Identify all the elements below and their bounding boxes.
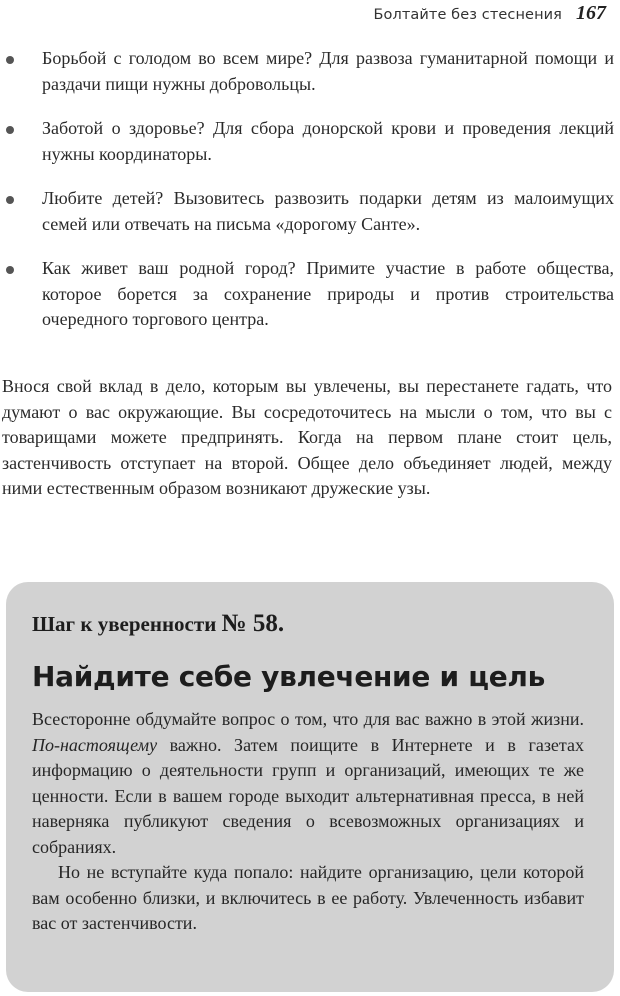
bullet-dot-icon [6, 266, 14, 274]
sidebar-emphasis: По-настоящему [32, 734, 158, 755]
sidebar-paragraph-2: Но не вступайте куда попало: найдите организацию, цели которой вам особенно близки, и включитесь в ее работу. Увлеченность избавит вас от застенчивости. [32, 862, 584, 933]
page-number: 167 [576, 2, 606, 24]
sidebar-paragraph-1 [32, 707, 584, 860]
bullet-dot-icon [6, 196, 14, 204]
step-label: Шаг к уверенности [32, 612, 217, 636]
page-header [373, 2, 606, 25]
bullet-text: Заботой о здоровье? Для сбора донорской крови и проведения лекций нужны координаторы. [42, 118, 614, 164]
bullet-text: Борьбой с голодом во всем мире? Для развоза гуманитарной помощи и раздачи пищи нужны добровольцы. [42, 48, 614, 94]
step-heading [32, 610, 584, 638]
bullet-dot-icon [6, 126, 14, 134]
body-paragraph: Внося свой вклад в дело, которым вы увлечены, вы перестанете гадать, что думают о вас окружающие. Вы сосредоточитесь на мысли о том, что вы с товарищами можете предпринять. Когда на первом плане стоит цель, застенчивость отступает на второй. Общее дело объединяет людей, между ними естественным образом возникают дружеские узы. [2, 376, 612, 498]
bullet-text: Как живет ваш родной город? Примите участие в работе общества, которое борется за сохранение природы и против строительства очередного торгового центра. [42, 258, 614, 329]
step-number: № 58. [221, 610, 285, 637]
bullet-item [0, 186, 620, 237]
running-title: Болтайте без стеснения [373, 7, 562, 23]
bullet-dot-icon [6, 56, 14, 64]
bullet-item [0, 46, 620, 97]
bullet-text: Любите детей? Вызовитесь развозить подарки детям из малоимущих семей или отвечать на письма «дорогому Санте». [42, 188, 614, 234]
bullet-list [0, 46, 620, 352]
sidebar-text-part: важно. Затем поищите в Интернете и в газетах информацию о деятельности групп и организаций, имеющих те же ценности. Если в вашем городе выходит альтернативная пресса, в ней наверняка публикуют сведения о всевозможных организациях и собраниях. [32, 734, 584, 857]
bullet-item [0, 116, 620, 167]
confidence-step-box [6, 582, 614, 992]
bullet-item [0, 256, 620, 333]
sidebar-text-part: Всесторонне обдумайте вопрос о том, что для вас важно в этой жизни. [32, 709, 584, 729]
sidebar-title: Найдите себе увлечение и цель [32, 660, 546, 693]
